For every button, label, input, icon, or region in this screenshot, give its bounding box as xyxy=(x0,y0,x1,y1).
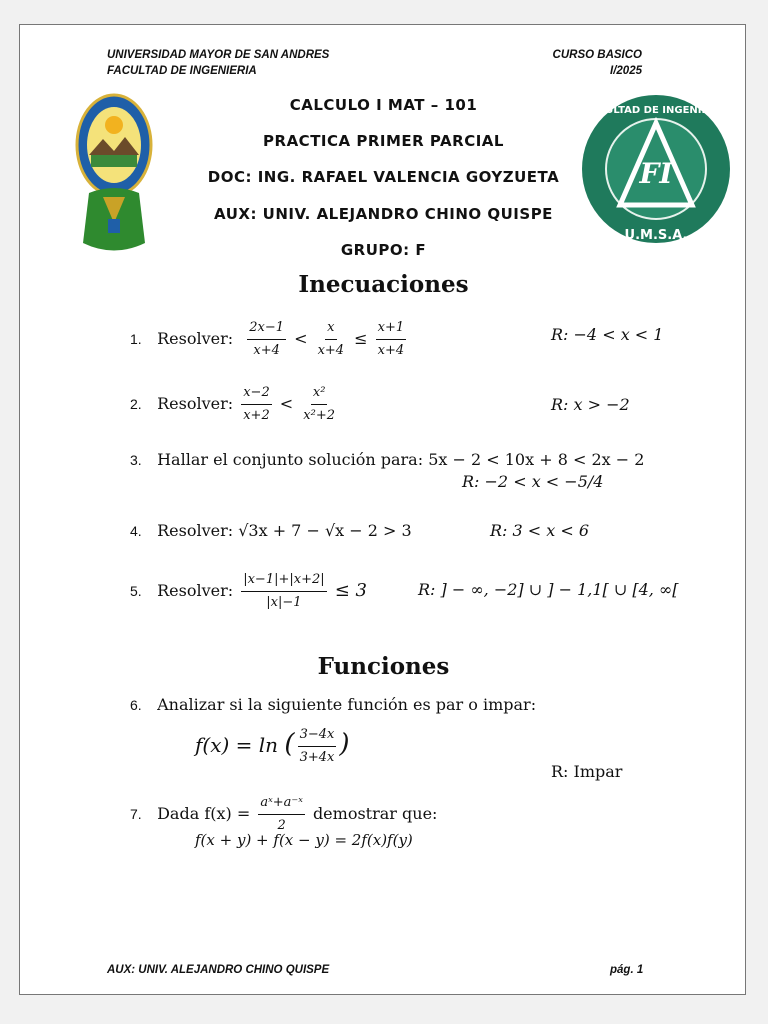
answer-5: R: ] − ∞, −2] ∪ ] − 1,1[ ∪ [4, ∞[ xyxy=(418,580,679,599)
faculty-logo-fi: FI xyxy=(639,157,673,190)
practice-title: PRACTICA PRIMER PARCIAL xyxy=(263,132,504,150)
section-heading-inecuaciones: Inecuaciones xyxy=(298,271,469,298)
problem-verb: Resolver: xyxy=(157,581,234,600)
header-right xyxy=(552,47,642,79)
group-line: GRUPO: F xyxy=(340,241,427,259)
header-left xyxy=(107,47,329,79)
identity-7: f(x + y) + f(x − y) = 2f(x)f(y) xyxy=(195,831,413,849)
course-name: CURSO BASICO xyxy=(552,49,642,61)
section-heading-funciones: Funciones xyxy=(317,653,450,680)
footer-left: AUX: UNIV. ALEJANDRO CHINO QUISPE xyxy=(107,964,330,976)
faculty-logo-umsa: U.M.S.A. xyxy=(624,228,688,243)
problem-5: 5. Resolver: $\frac{|x-1|+|x+2|}{|x|-1}$ ≤ 3 xyxy=(130,572,367,610)
answer-2: R: x > −2 xyxy=(551,395,630,414)
term: I/2025 xyxy=(610,65,642,77)
faculty-name: FACULTAD DE INGENIERIA xyxy=(107,65,257,77)
problem-number: 4. xyxy=(130,523,142,539)
problem-verb: Resolver: xyxy=(157,329,234,348)
problem-number: 2. xyxy=(130,396,142,412)
answer-4: R: 3 < x < 6 xyxy=(490,521,590,540)
problem-1: 1. Resolver: $\frac{2x-1}{x+4}$ < $\frac{x}{x+4}$ ≤ $\frac{x+1}{x+4}$ xyxy=(130,320,405,358)
problem-6 xyxy=(130,695,536,715)
problem-number: 3. xyxy=(130,452,142,468)
function-lhs: f(x) = ln xyxy=(195,733,279,757)
problem-lead: Dada f(x) = xyxy=(157,804,251,823)
answer-6: R: Impar xyxy=(551,762,623,781)
teacher-line: DOC: ING. RAFAEL VALENCIA GOYZUETA xyxy=(207,168,560,186)
problem-text: Hallar el conjunto solución para: 5x − 2 < 10x + 8 < 2x − 2 xyxy=(157,450,645,469)
faculty-logo-ring-text: FACULTAD DE INGENIERIA xyxy=(584,105,728,116)
problem-3 xyxy=(130,450,644,470)
problem-verb: Resolver: xyxy=(157,394,234,413)
assistant-line: AUX: UNIV. ALEJANDRO CHINO QUISPE xyxy=(214,205,553,223)
answer-1: R: −4 < x < 1 xyxy=(551,325,664,344)
problem-4 xyxy=(130,521,412,541)
problem-text: Resolver: √3x + 7 − √x − 2 > 3 xyxy=(157,521,412,540)
problem-number: 6. xyxy=(130,697,142,713)
answer-3: R: −2 < x < −5/4 xyxy=(462,472,604,491)
problem-7: 7. Dada f(x) = $\frac{\text{aˣ+a⁻ˣ}}{2}$ demostrar que: xyxy=(130,795,438,833)
problem-number: 7. xyxy=(130,806,142,822)
problem-tail: demostrar que: xyxy=(312,804,438,823)
problem-2: 2. Resolver: $\frac{x-2}{x+2}$ < $\frac{\text{x²}}{\text{x²+2}}$ xyxy=(130,385,336,423)
function-definition-6: f(x) = ln ( $\frac{3-4x}{3+4x}$ ) xyxy=(195,727,350,765)
course-title: CALCULO I MAT – 101 xyxy=(289,96,478,114)
page-number: pág. 1 xyxy=(610,964,644,976)
problem-text: Analizar si la siguiente función es par o impar: xyxy=(157,695,537,714)
university-name: UNIVERSIDAD MAYOR DE SAN ANDRES xyxy=(107,49,330,61)
problem-rhs: ≤ 3 xyxy=(334,580,367,601)
problem-number: 5. xyxy=(130,583,142,599)
problem-number: 1. xyxy=(130,331,142,347)
document-page xyxy=(19,24,746,995)
